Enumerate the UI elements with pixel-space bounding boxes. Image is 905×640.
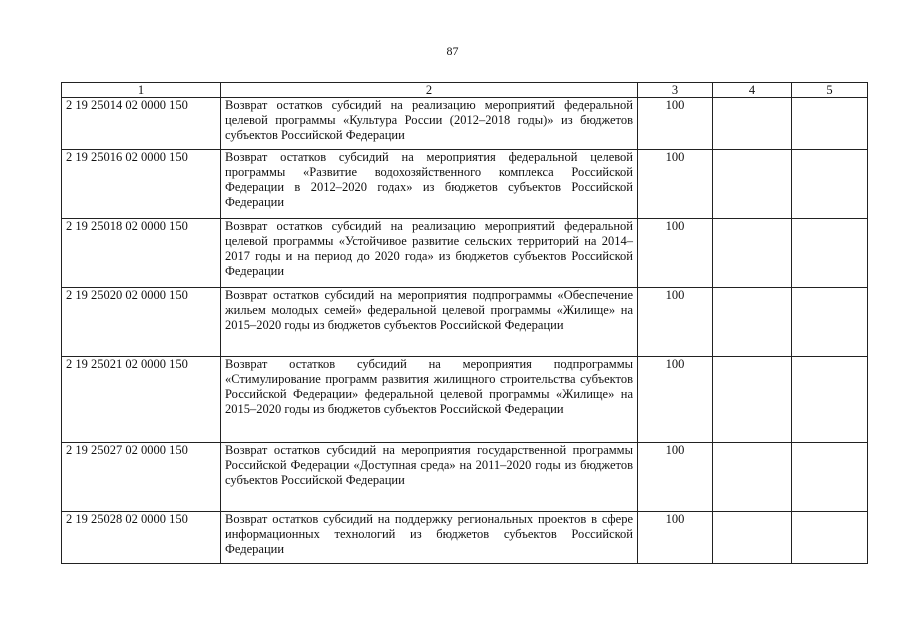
empty-cell	[713, 357, 792, 443]
table-row	[62, 357, 868, 443]
empty-cell	[713, 219, 792, 288]
budget-code: 2 19 25027 02 0000 150	[62, 443, 221, 512]
empty-cell	[713, 443, 792, 512]
column-header-3: 3	[638, 83, 713, 98]
empty-cell	[792, 443, 868, 512]
income-description: Возврат остатков субсидий на мероприятия подпрограммы «Стимулирование программ развития жилищного строительства субъектов Российской Федерации» федеральной целевой программы «Жилище» на 2015–2020 годы из бюджетов субъектов Российской Федерации	[221, 357, 638, 443]
empty-cell	[792, 98, 868, 150]
budget-code: 2 19 25020 02 0000 150	[62, 288, 221, 357]
amount-value: 100	[638, 98, 713, 150]
income-description: Возврат остатков субсидий на мероприятия федеральной целевой программы «Развитие водохозяйственного комплекса Российской Федерации в 2012–2020 годах» из бюджетов субъектов Российской Федерации	[221, 150, 638, 219]
income-description: Возврат остатков субсидий на мероприятия подпрограммы «Обеспечение жильем молодых семей» федеральной целевой программы «Жилище» на 2015–2020 годы из бюджетов субъектов Российской Федерации	[221, 288, 638, 357]
column-header-5: 5	[792, 83, 868, 98]
amount-value: 100	[638, 219, 713, 288]
empty-cell	[713, 150, 792, 219]
budget-code: 2 19 25014 02 0000 150	[62, 98, 221, 150]
empty-cell	[792, 512, 868, 564]
income-description: Возврат остатков субсидий на поддержку региональных проектов в сфере информационных технологий из бюджетов субъектов Российской Федерации	[221, 512, 638, 564]
amount-value: 100	[638, 150, 713, 219]
table-row	[62, 98, 868, 150]
empty-cell	[713, 288, 792, 357]
amount-value: 100	[638, 288, 713, 357]
table-row	[62, 219, 868, 288]
table-row	[62, 443, 868, 512]
empty-cell	[792, 219, 868, 288]
page-number: 87	[446, 44, 459, 58]
amount-value: 100	[638, 443, 713, 512]
table-row	[62, 512, 868, 564]
amount-value: 100	[638, 357, 713, 443]
column-header-4: 4	[713, 83, 792, 98]
empty-cell	[713, 512, 792, 564]
budget-table	[61, 82, 868, 564]
budget-code: 2 19 25018 02 0000 150	[62, 219, 221, 288]
budget-code: 2 19 25028 02 0000 150	[62, 512, 221, 564]
amount-value: 100	[638, 512, 713, 564]
empty-cell	[713, 98, 792, 150]
table-row	[62, 150, 868, 219]
income-description: Возврат остатков субсидий на реализацию мероприятий федеральной целевой программы «Устойчивое развитие сельских территорий на 2014–2017 годы и на период до 2020 года» из бюджетов субъектов Российской Федерации	[221, 219, 638, 288]
column-header-1: 1	[62, 83, 221, 98]
empty-cell	[792, 357, 868, 443]
budget-code: 2 19 25016 02 0000 150	[62, 150, 221, 219]
header-row	[62, 83, 868, 98]
table-row	[62, 288, 868, 357]
empty-cell	[792, 288, 868, 357]
income-description: Возврат остатков субсидий на мероприятия государственной программы Российской Федерации «Доступная среда» на 2011–2020 годы из бюджетов субъектов Российской Федерации	[221, 443, 638, 512]
empty-cell	[792, 150, 868, 219]
budget-code: 2 19 25021 02 0000 150	[62, 357, 221, 443]
income-description: Возврат остатков субсидий на реализацию мероприятий федеральной целевой программы «Культура России (2012–2018 годы)» из бюджетов субъектов Российской Федерации	[221, 98, 638, 150]
column-header-2: 2	[221, 83, 638, 98]
